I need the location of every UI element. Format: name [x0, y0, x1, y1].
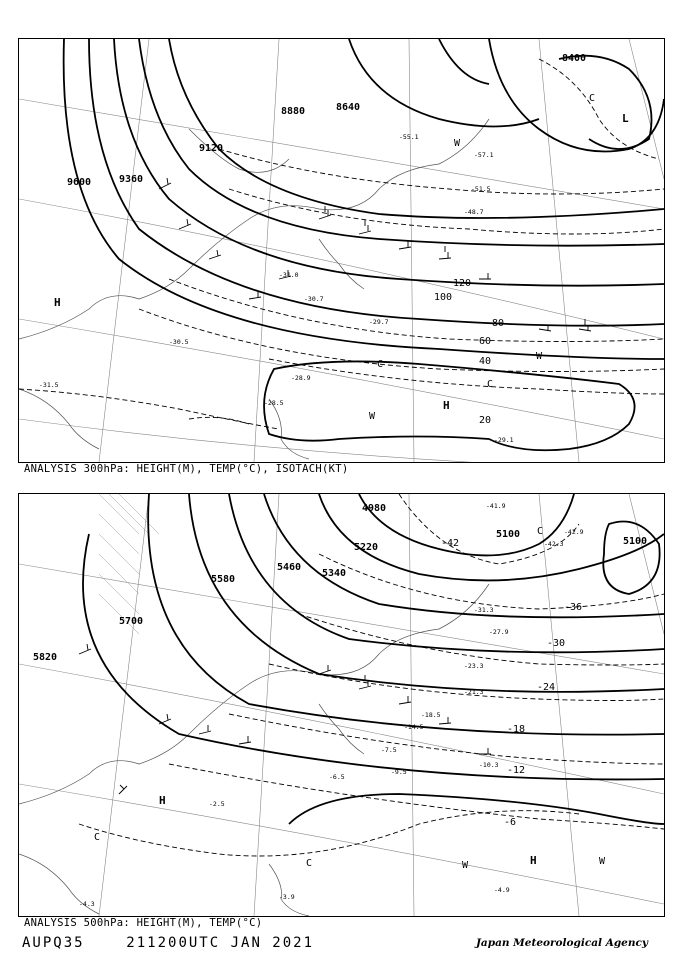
agency-name: Japan Meteorological Agency [475, 937, 648, 949]
cold-hatch-500 [99, 494, 159, 634]
map-panel-300hpa [18, 38, 665, 463]
temp-value: -28.9 [291, 374, 311, 382]
height-label: 5700 [119, 616, 144, 627]
station-value: -42.9 [564, 528, 584, 536]
isotherm-label: -42 [441, 538, 460, 549]
height-label: 8640 [336, 102, 361, 113]
height-label: 4980 [362, 503, 387, 514]
wind-barbs-300 [159, 178, 591, 331]
temp-value: -48.7 [464, 208, 484, 216]
pressure-center-high: H [443, 399, 450, 412]
isotherm-label: -12 [507, 765, 526, 776]
height-label: 9120 [199, 143, 224, 154]
temp-value: -55.1 [399, 133, 419, 141]
station-value: -18.5 [421, 711, 441, 719]
pressure-center-high: H [54, 296, 61, 309]
caption-500hpa: ANALYSIS 500hPa: HEIGHT(M), TEMP(°C) [24, 917, 263, 929]
warm-mark: W [454, 138, 461, 149]
warm-mark: W [536, 351, 543, 362]
cold-mark: C [306, 858, 313, 869]
height-label: 5100 [623, 536, 648, 547]
station-value: -4.3 [79, 900, 95, 908]
station-value: -23.3 [464, 662, 484, 670]
station-value: -4.9 [494, 886, 510, 894]
cold-mark: C [94, 832, 101, 843]
station-value: -7.5 [381, 746, 397, 754]
pressure-center-high: H [159, 794, 166, 807]
height-contours-300 [64, 39, 664, 450]
map-300hpa-svg [19, 39, 664, 462]
height-label: 5820 [33, 652, 58, 663]
station-values-300 [39, 133, 514, 444]
temp-value: -51.5 [471, 185, 491, 193]
height-label: 9600 [67, 177, 92, 188]
isotach-label: 120 [453, 278, 472, 289]
isotach-label: 60 [479, 336, 492, 347]
warm-mark: W [369, 411, 376, 422]
height-label: 9360 [119, 174, 144, 185]
height-label: 8400 [562, 53, 587, 64]
temp-value: -28.5 [264, 399, 284, 407]
station-value: -27.9 [489, 628, 509, 636]
pressure-center-low: L [622, 112, 629, 125]
station-value: -21.3 [464, 688, 484, 696]
isotherm-label: -24 [537, 682, 556, 693]
temp-value: -30.5 [169, 338, 189, 346]
height-label: 5220 [354, 542, 379, 553]
station-value: -3.9 [279, 893, 295, 901]
isotherm-label: -36 [564, 602, 583, 613]
station-value: -14.5 [404, 723, 424, 731]
temp-value: -57.1 [474, 151, 494, 159]
isotach-label: 20 [479, 415, 492, 426]
isotherm-label: -18 [507, 724, 526, 735]
station-value: -9.5 [391, 768, 407, 776]
isotherm-labels-500 [441, 538, 582, 828]
isotherm-label: -30 [547, 638, 566, 649]
pressure-centers-300 [54, 112, 629, 412]
isotach-label: 40 [479, 356, 492, 367]
temp-value: -30.7 [304, 295, 324, 303]
station-values-500 [79, 502, 584, 908]
cold-mark: C [487, 379, 494, 390]
station-value: -41.9 [486, 502, 506, 510]
height-label: 8880 [281, 106, 306, 117]
station-value: -6.5 [329, 773, 345, 781]
station-value: -10.3 [479, 761, 499, 769]
height-label: 5580 [211, 574, 236, 585]
caption-300hpa: ANALYSIS 300hPa: HEIGHT(M), TEMP(°C), ISOTACH(KT) [24, 463, 349, 475]
height-label: 5340 [322, 568, 347, 579]
cold-mark: C [537, 526, 544, 537]
map-panel-500hpa [18, 493, 665, 917]
warm-mark: W [599, 856, 606, 867]
station-value: -31.3 [474, 606, 494, 614]
height-label: 5100 [496, 529, 521, 540]
isotach-label: 100 [434, 292, 453, 303]
temp-value: -31.5 [39, 381, 59, 389]
temp-value: -29.7 [369, 318, 389, 326]
chart-id: AUPQ35 [22, 935, 85, 951]
pressure-center-high: H [530, 854, 537, 867]
station-value: -2.5 [209, 800, 225, 808]
map-500hpa-svg [19, 494, 664, 916]
isotachs-300 [19, 59, 664, 429]
chart-footer-id [22, 935, 314, 951]
cold-mark: C [589, 93, 596, 104]
height-label: 5460 [277, 562, 302, 573]
warm-mark: W [462, 860, 469, 871]
station-value: -42.3 [544, 540, 564, 548]
cold-mark: C [377, 359, 384, 370]
temp-value: -31.0 [279, 271, 299, 279]
isotach-label: 80 [492, 318, 505, 329]
isotherm-label: -6 [504, 817, 517, 828]
temp-value: -29.1 [494, 436, 514, 444]
graticule-500 [19, 494, 664, 916]
valid-time: 211200UTC JAN 2021 [126, 935, 315, 951]
